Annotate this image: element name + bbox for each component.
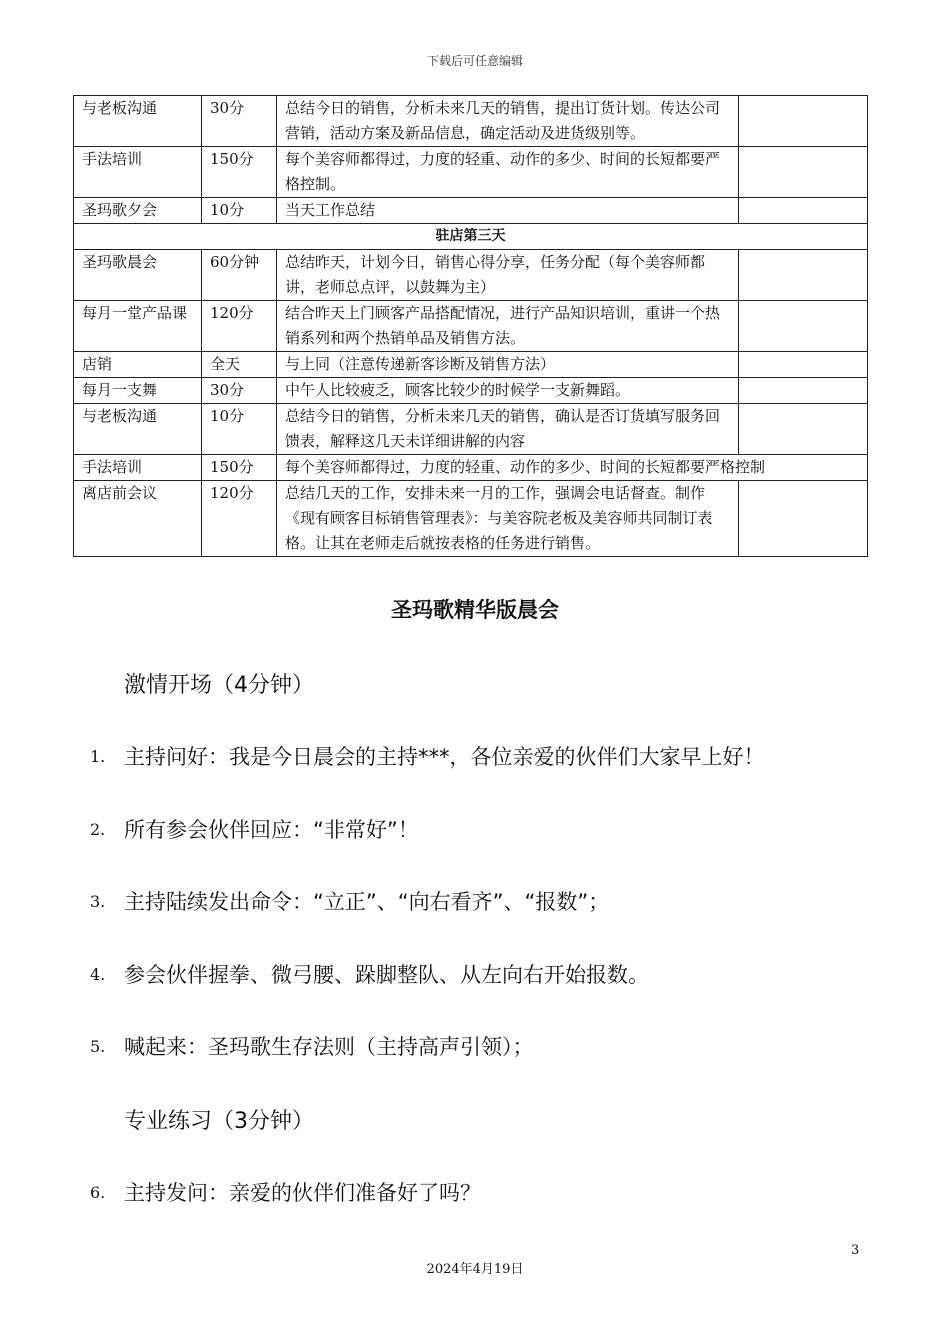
duration-cell: 150分 [202,147,277,198]
table-row [74,352,868,378]
section-heading: 激情开场（4分钟） [124,673,314,698]
item-number: 5. [90,1037,106,1056]
activity-cell: 离店前会议 [74,481,202,557]
duration-cell: 全天 [202,352,277,378]
header-note: 下载后可任意编辑 [426,54,523,68]
activity-cell: 手法培训 [74,147,202,198]
content-cell: 总结今日的销售，分析未来几天的销售，提出订货计划。传达公司营销，活动方案及新品信息，确定活动及进货级别等。 [277,96,739,147]
activity-cell: 每月一支舞 [74,378,202,404]
item-number: 1. [90,747,106,766]
item-number: 2. [90,820,106,839]
table-row [74,301,868,352]
duration-cell: 10分 [202,404,277,455]
document-title: 圣玛歌精华版晨会 [391,598,559,622]
content-cell: 每个美容师都得过，力度的轻重、动作的多少、时间的长短都要严格控制 [277,455,868,481]
activity-cell: 店销 [74,352,202,378]
item-text: 主持陆续发出命令：“立正”、“向右看齐”、“报数”； [124,890,610,914]
item-text: 所有参会伙伴回应：“非常好”！ [124,818,419,842]
section-label: 驻店第三天 [74,224,868,250]
schedule-table [73,95,868,557]
page-number: 3 [851,1243,860,1258]
remark-cell [739,481,868,557]
activity-cell: 手法培训 [74,455,202,481]
section-heading: 专业练习（3分钟） [124,1109,314,1134]
table-row [74,147,868,198]
duration-cell: 30分 [202,378,277,404]
remark-cell [739,96,868,147]
item-text: 主持问好：我是今日晨会的主持***，各位亲爱的伙伴们大家早上好！ [124,745,765,769]
content-cell: 当天工作总结 [277,198,739,224]
content-cell: 总结昨天，计划今日，销售心得分享，任务分配（每个美容师都讲，老师总点评，以鼓舞为主） [277,250,739,301]
remark-cell [739,378,868,404]
content-cell: 总结几天的工作，安排未来一月的工作，强调会电话督查。制作《现有顾客目标销售管理表》：与美容院老板及美容师共同制订表格。让其在老师走后就按表格的任务进行销售。 [277,481,739,557]
content-cell: 中午人比较疲乏，顾客比较少的时候学一支新舞蹈。 [277,378,739,404]
activity-cell: 与老板沟通 [74,404,202,455]
item-number: 6. [90,1183,106,1202]
item-text: 喊起来：圣玛歌生存法则（主持高声引领）； [124,1035,534,1059]
remark-cell [739,404,868,455]
duration-cell: 10分 [202,198,277,224]
section-row [74,224,868,250]
duration-cell: 30分 [202,96,277,147]
activity-cell: 每月一堂产品课 [74,301,202,352]
duration-cell: 120分 [202,301,277,352]
table-row [74,96,868,147]
activity-cell: 圣玛歌夕会 [74,198,202,224]
content-cell: 结合昨天上门顾客产品搭配情况，进行产品知识培训，重讲一个热销系列和两个热销单品及销售方法。 [277,301,739,352]
content-cell: 与上同（注意传递新客诊断及销售方法） [277,352,739,378]
item-number: 3. [90,892,106,911]
item-text: 参会伙伴握拳、微弓腰、跺脚整队、从左向右开始报数。 [124,963,649,987]
table-row [74,455,868,481]
remark-cell [739,352,868,378]
duration-cell: 60分钟 [202,250,277,301]
item-number: 4. [90,965,106,984]
table-row [74,198,868,224]
table-row [74,404,868,455]
table-row [74,378,868,404]
remark-cell [739,301,868,352]
remark-cell [739,147,868,198]
content-cell: 每个美容师都得过，力度的轻重、动作的多少、时间的长短都要严格控制。 [277,147,739,198]
duration-cell: 120分 [202,481,277,557]
item-text: 主持发问：亲爱的伙伴们准备好了吗？ [124,1181,481,1205]
duration-cell: 150分 [202,455,277,481]
content-cell: 总结今日的销售，分析未来几天的销售，确认是否订货填写服务回馈表，解释这几天未详细讲解的内容 [277,404,739,455]
remark-cell [739,198,868,224]
footer-date: 2024年4月19日 [426,1262,524,1277]
remark-cell [739,250,868,301]
activity-cell: 圣玛歌晨会 [74,250,202,301]
table-row [74,250,868,301]
activity-cell: 与老板沟通 [74,96,202,147]
table-row [74,481,868,557]
